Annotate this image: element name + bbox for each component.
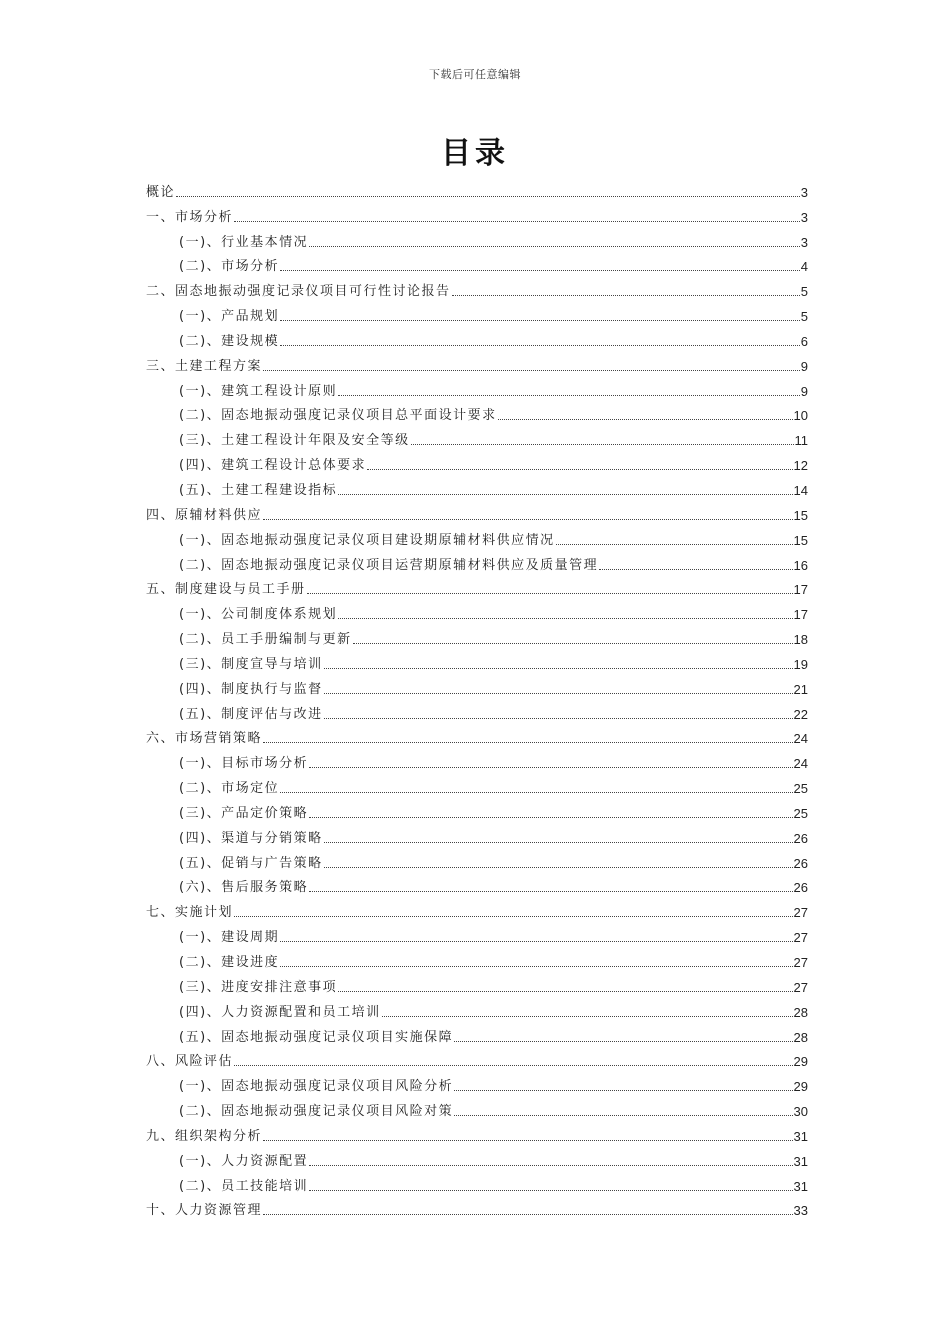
toc-entry-page-number: 12 [793,458,808,474]
toc-title: 目录 [441,136,509,171]
dot-leader [324,867,793,868]
dot-leader [338,494,792,495]
toc-subsection-entry[interactable] [146,598,808,623]
toc-section-entry[interactable] [146,176,808,201]
toc-entry-label: 六、市场营销策略 [146,731,263,747]
dot-leader [263,1140,793,1141]
toc-subsection-entry[interactable] [146,1170,808,1195]
dot-leader [280,345,800,346]
toc-subsection-entry[interactable] [146,1145,808,1170]
dot-leader [324,668,793,669]
dot-leader [338,618,792,619]
toc-entry-page-number: 17 [793,582,808,598]
dot-leader [452,295,800,296]
toc-entry-page-number: 3 [800,184,808,200]
toc-entry-label: 四、原辅材料供应 [146,507,263,523]
dot-leader [382,1016,793,1017]
toc-entry-page-number: 5 [800,309,808,325]
toc-entry-label: 一、市场分析 [146,209,234,225]
dot-leader [309,817,792,818]
toc-entry-label: (一)、人力资源配置 [179,1153,309,1169]
toc-list [146,176,808,1219]
toc-entry-label: (二)、固态地振动强度记录仪项目总平面设计要求 [179,408,497,424]
dot-leader [309,1165,792,1166]
toc-section-entry[interactable] [146,896,808,921]
toc-entry-page-number: 30 [793,1104,808,1120]
dot-leader [338,991,792,992]
dot-leader [309,767,792,768]
toc-entry-label: 三、土建工程方案 [146,358,263,374]
toc-subsection-entry[interactable] [146,822,808,847]
toc-entry-page-number: 25 [793,781,808,797]
toc-subsection-entry[interactable] [146,946,808,971]
toc-section-entry[interactable] [146,723,808,748]
toc-subsection-entry[interactable] [146,847,808,872]
dot-leader [263,1214,793,1215]
toc-entry-label: (二)、固态地振动强度记录仪项目风险对策 [179,1104,454,1120]
toc-subsection-entry[interactable] [146,449,808,474]
toc-entry-page-number: 3 [800,209,808,225]
toc-entry-label: (一)、行业基本情况 [179,234,309,250]
toc-entry-label: (四)、人力资源配置和员工培训 [179,1004,381,1020]
toc-entry-label: (二)、市场分析 [179,259,280,275]
dot-leader [309,891,792,892]
toc-subsection-entry[interactable] [146,375,808,400]
toc-subsection-entry[interactable] [146,300,808,325]
toc-entry-page-number: 11 [794,433,808,449]
toc-entry-label: 十、人力资源管理 [146,1203,263,1219]
toc-subsection-entry[interactable] [146,797,808,822]
toc-entry-page-number: 3 [800,234,808,250]
dot-leader [309,246,800,247]
toc-entry-label: (二)、员工技能培训 [179,1178,309,1194]
toc-subsection-entry[interactable] [146,648,808,673]
toc-entry-label: 五、制度建设与员工手册 [146,582,306,598]
toc-subsection-entry[interactable] [146,623,808,648]
dot-leader [263,742,793,743]
toc-entry-page-number: 27 [793,979,808,995]
toc-entry-page-number: 26 [793,830,808,846]
dot-leader [454,1115,792,1116]
toc-subsection-entry[interactable] [146,747,808,772]
dot-leader [338,395,800,396]
toc-entry-page-number: 9 [800,358,808,374]
toc-entry-label: (五)、制度评估与改进 [179,706,323,722]
toc-entry-page-number: 27 [793,905,808,921]
toc-entry-label: (一)、固态地振动强度记录仪项目建设期原辅材料供应情况 [179,532,555,548]
dot-leader [280,270,800,271]
toc-subsection-entry[interactable] [146,400,808,425]
toc-subsection-entry[interactable] [146,474,808,499]
toc-entry-page-number: 22 [793,706,808,722]
toc-entry-label: (四)、渠道与分销策略 [179,830,323,846]
toc-entry-label: (一)、目标市场分析 [179,756,309,772]
dot-leader [280,320,800,321]
toc-subsection-entry[interactable] [146,549,808,574]
toc-entry-label: (二)、市场定位 [179,781,280,797]
toc-entry-label: (二)、员工手册编制与更新 [179,632,352,648]
dot-leader [234,1065,793,1066]
toc-entry-label: (一)、固态地振动强度记录仪项目风险分析 [179,1079,454,1095]
toc-subsection-entry[interactable] [146,971,808,996]
toc-entry-page-number: 14 [793,482,808,498]
toc-entry-page-number: 28 [793,1029,808,1045]
toc-entry-label: 九、组织架构分析 [146,1128,263,1144]
toc-subsection-entry[interactable] [146,698,808,723]
toc-entry-label: (二)、建设进度 [179,955,280,970]
dot-leader [280,792,792,793]
toc-section-entry[interactable] [146,499,808,524]
toc-entry-label: (四)、制度执行与监督 [179,681,323,697]
toc-entry-page-number: 31 [793,1178,808,1194]
toc-entry-label: (三)、制度宣导与培训 [179,656,323,672]
dot-leader [454,1090,792,1091]
dot-leader [176,196,800,197]
dot-leader [411,444,794,445]
toc-entry-page-number: 9 [800,383,808,399]
toc-entry-label: 八、风险评估 [146,1054,234,1070]
toc-subsection-entry[interactable] [146,772,808,797]
toc-entry-page-number: 24 [793,731,808,747]
toc-section-entry[interactable] [146,1046,808,1071]
toc-subsection-entry[interactable] [146,424,808,449]
toc-entry-label: (二)、建设规模 [179,333,280,349]
toc-entry-label: 二、固态地振动强度记录仪项目可行性讨论报告 [146,284,451,300]
dot-leader [263,519,793,520]
toc-entry-page-number: 19 [793,656,808,672]
toc-section-entry[interactable] [146,275,808,300]
toc-entry-label: (一)、产品规划 [179,309,280,325]
toc-subsection-entry[interactable] [146,673,808,698]
toc-section-entry[interactable] [146,201,808,226]
toc-entry-label: (四)、建筑工程设计总体要求 [179,458,367,474]
toc-entry-page-number: 5 [800,284,808,300]
toc-entry-page-number: 33 [793,1203,808,1219]
dot-leader [234,916,793,917]
toc-entry-label: (三)、进度安排注意事项 [179,979,338,995]
toc-entry-page-number: 18 [793,632,808,648]
toc-entry-label: (五)、促销与广告策略 [179,855,323,871]
dot-leader [280,941,792,942]
toc-subsection-entry[interactable] [146,1095,808,1120]
toc-entry-page-number: 27 [793,955,808,970]
toc-entry-label: (一)、建筑工程设计原则 [179,383,338,399]
toc-entry-label: (六)、售后服务策略 [179,880,309,896]
toc-entry-page-number: 10 [793,408,808,424]
dot-leader [324,693,793,694]
dot-leader [367,469,792,470]
toc-subsection-entry[interactable] [146,1070,808,1095]
toc-entry-page-number: 28 [793,1004,808,1020]
toc-entry-label: (五)、土建工程建设指标 [179,482,338,498]
dot-leader [353,643,793,644]
toc-entry-label: 七、实施计划 [146,905,234,921]
toc-subsection-entry[interactable] [146,251,808,276]
toc-entry-page-number: 27 [793,930,808,946]
toc-entry-page-number: 4 [800,259,808,275]
toc-entry-page-number: 6 [800,333,808,349]
toc-subsection-entry[interactable] [146,226,808,251]
dot-leader [324,718,793,719]
header-note: 下载后可任意编辑 [429,68,521,81]
toc-entry-label: (二)、固态地振动强度记录仪项目运营期原辅材料供应及质量管理 [179,557,599,573]
dot-leader [599,569,792,570]
toc-entry-label: (一)、公司制度体系规划 [179,607,338,623]
toc-entry-page-number: 15 [793,507,808,523]
toc-entry-page-number: 31 [793,1128,808,1144]
toc-subsection-entry[interactable] [146,325,808,350]
toc-entry-page-number: 29 [793,1079,808,1095]
toc-subsection-entry[interactable] [146,996,808,1021]
toc-entry-page-number: 15 [793,532,808,548]
toc-section-entry[interactable] [146,574,808,599]
dot-leader [280,966,792,967]
toc-section-entry[interactable] [146,350,808,375]
dot-leader [556,544,793,545]
toc-entry-page-number: 31 [793,1153,808,1169]
dot-leader [309,1190,792,1191]
dot-leader [234,221,800,222]
dot-leader [498,419,793,420]
toc-subsection-entry[interactable] [146,1021,808,1046]
toc-entry-page-number: 24 [793,756,808,772]
toc-entry-label: (三)、土建工程设计年限及安全等级 [179,433,410,449]
toc-subsection-entry[interactable] [146,872,808,897]
toc-section-entry[interactable] [146,1120,808,1145]
toc-entry-page-number: 25 [793,805,808,821]
toc-section-entry[interactable] [146,1195,808,1220]
toc-entry-page-number: 16 [793,557,808,573]
toc-entry-page-number: 21 [793,681,808,697]
toc-subsection-entry[interactable] [146,921,808,946]
toc-entry-page-number: 29 [793,1054,808,1070]
toc-entry-page-number: 26 [793,880,808,896]
dot-leader [454,1041,792,1042]
dot-leader [324,842,793,843]
toc-entry-label: (一)、建设周期 [179,930,280,946]
toc-entry-page-number: 26 [793,855,808,871]
dot-leader [263,370,800,371]
toc-entry-label: (五)、固态地振动强度记录仪项目实施保障 [179,1029,454,1045]
toc-entry-page-number: 17 [793,607,808,623]
toc-entry-label: (三)、产品定价策略 [179,805,309,821]
dot-leader [307,593,793,594]
toc-entry-label: 概论 [146,184,176,200]
toc-subsection-entry[interactable] [146,524,808,549]
